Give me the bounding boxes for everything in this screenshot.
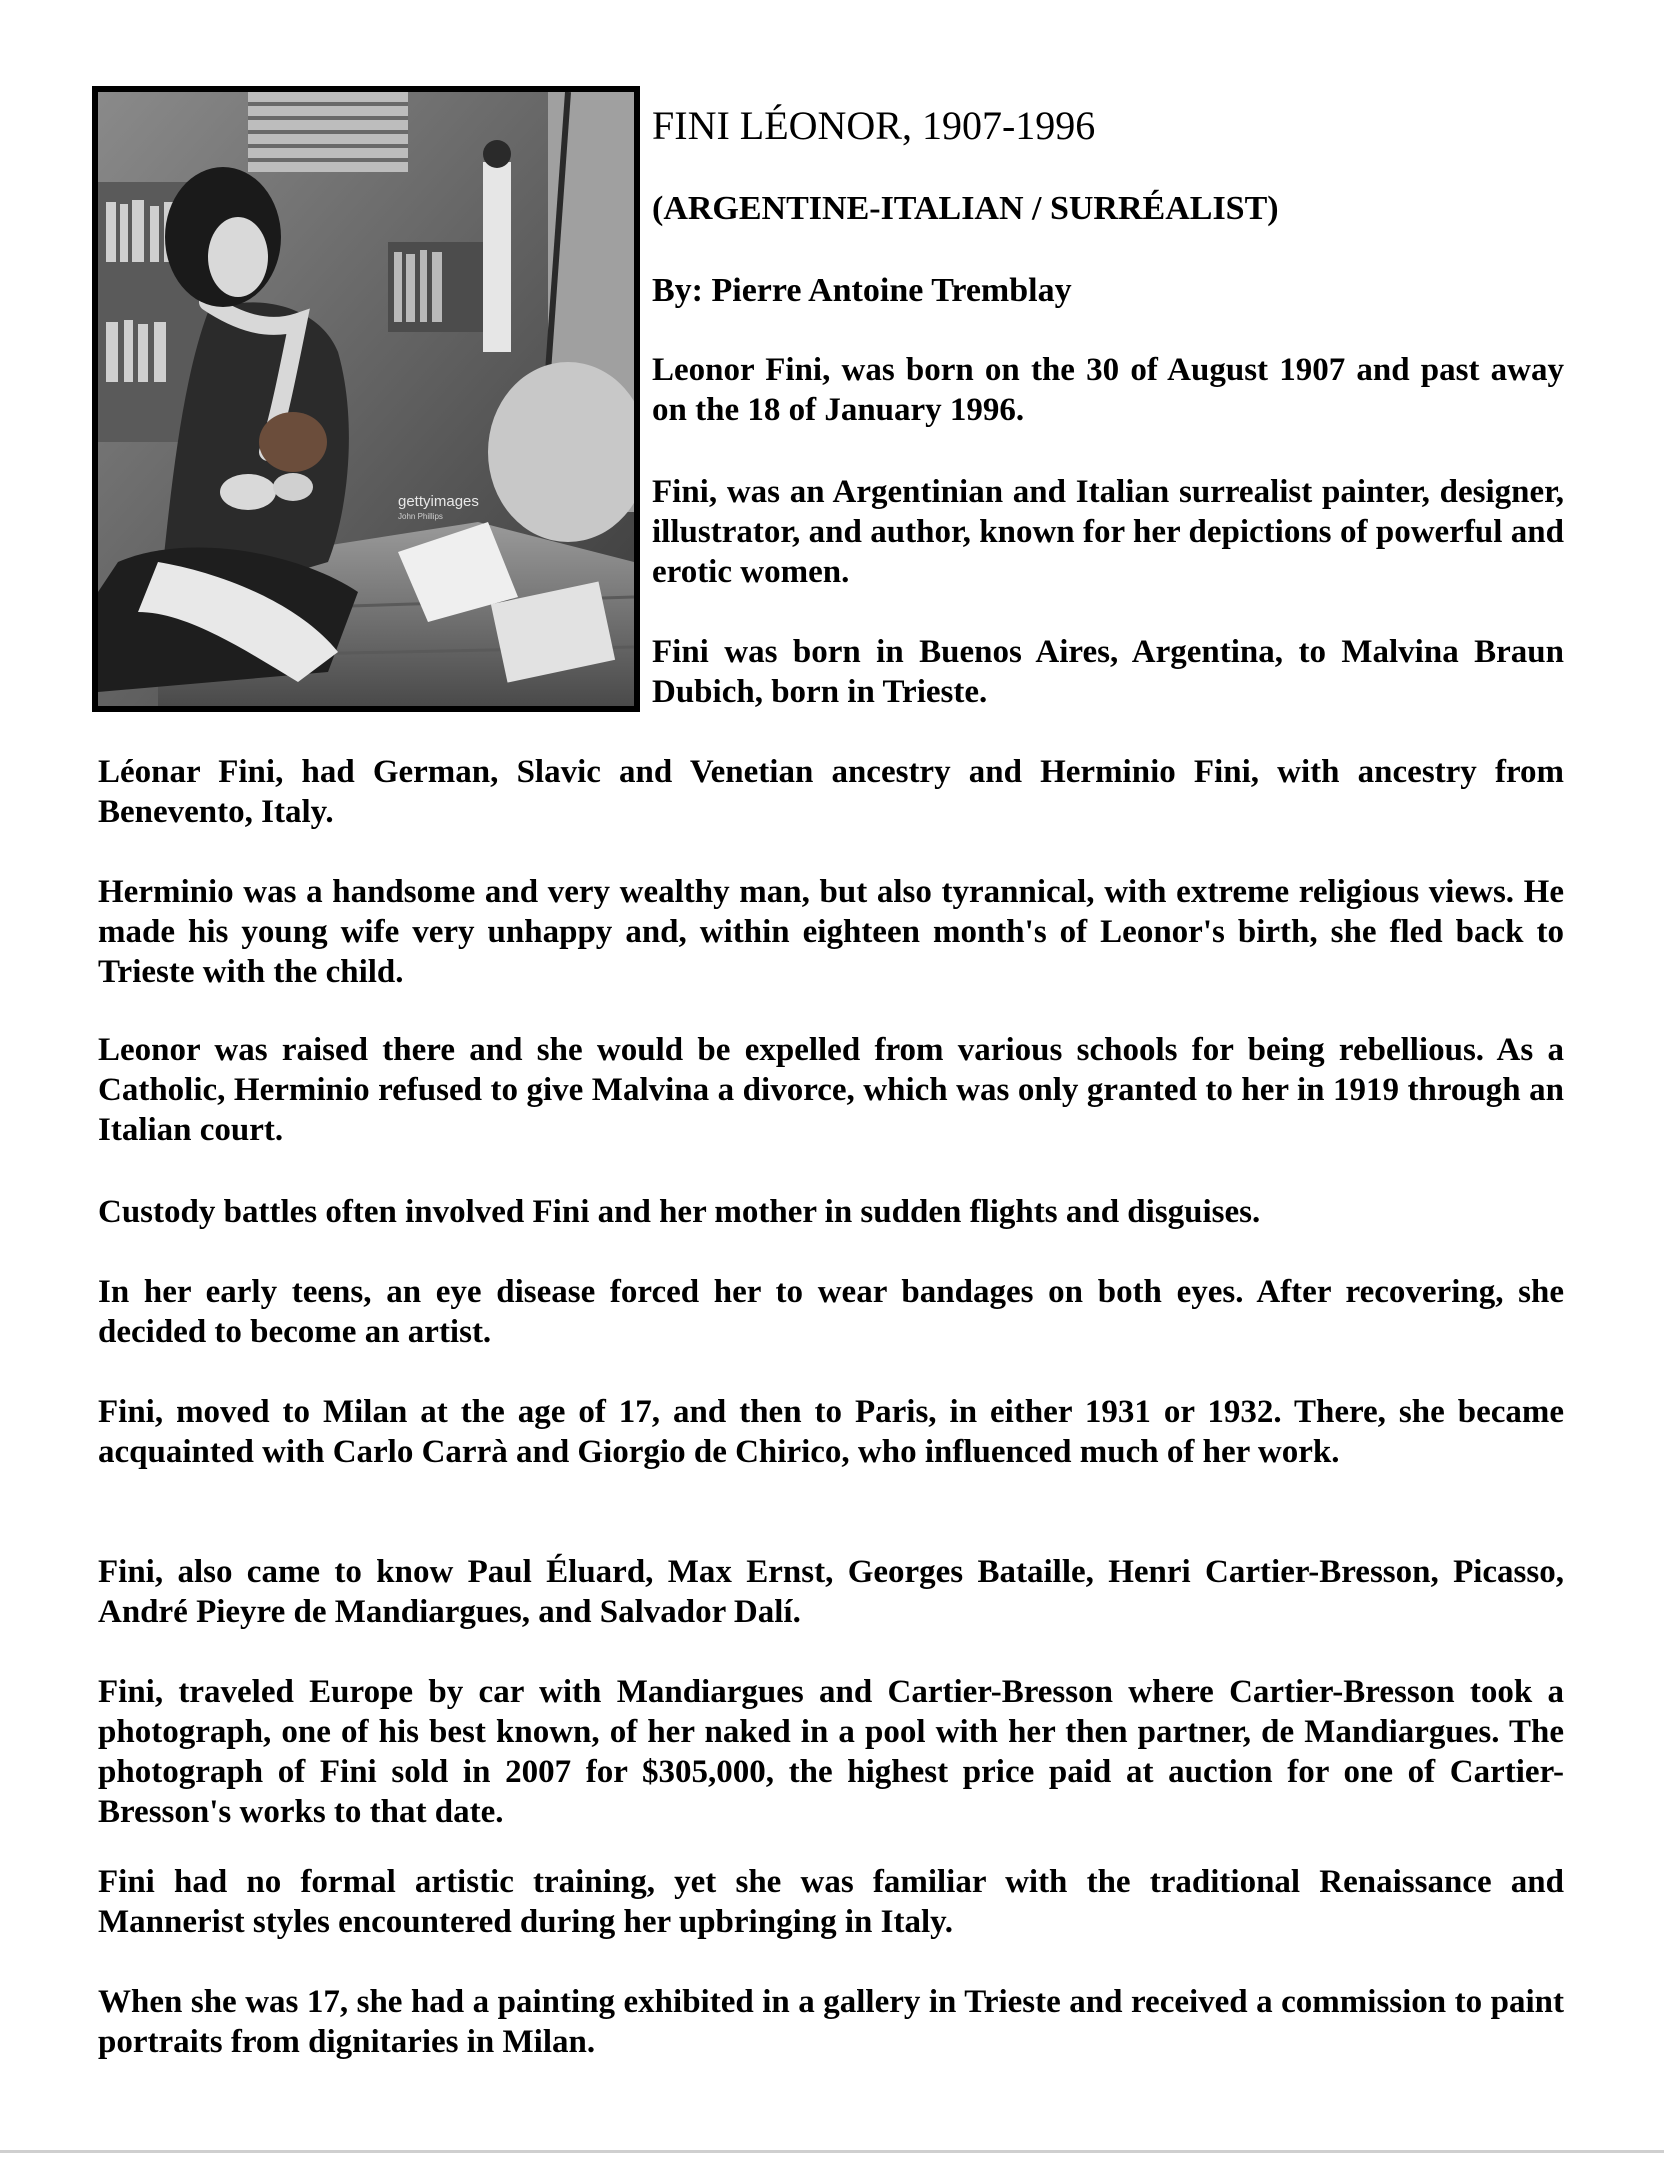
author-line: By: Pierre Antoine Tremblay	[652, 272, 1072, 309]
paragraph-birthplace: Fini was born in Buenos Aires, Argentina, to Malvina Braun Dubich, born in Trieste.	[652, 634, 1564, 710]
paragraph-travels: Fini, traveled Europe by car with Mandiargues and Cartier-Bresson where Cartier-Bresson took a photograph, one of his best known, of her naked in a pool with her then partner, de Mandiargues. The photograph of Fini sold in 2007 for $305,000, the highest price paid at auction for one of Cartier-Bresson's works to that date.	[98, 1674, 1564, 1830]
portrait-illustration	[98, 92, 634, 706]
paragraph-training: Fini had no formal artistic training, yet she was familiar with the traditional Renaissance and Mannerist styles encountered during her upbringing in Italy.	[98, 1864, 1564, 1940]
paragraph-profession: Fini, was an Argentinian and Italian surrealist painter, designer, illustrator, and author, known for her depictions of powerful and erotic women.	[652, 474, 1564, 590]
photo-watermark: gettyimages	[398, 493, 479, 510]
photo-credit: John Phillips	[398, 512, 443, 521]
paragraph-milan-paris: Fini, moved to Milan at the age of 17, and then to Paris, in either 1931 or 1932. There, she became acquainted with Carlo Carrà and Giorgio de Chirico, who influenced much of her work.	[98, 1394, 1564, 1470]
page-bottom-rule	[0, 2150, 1664, 2153]
page-subtitle: (ARGENTINE-ITALIAN / SURRÉALIST)	[652, 190, 1279, 227]
page-title: FINI LÉONOR, 1907-1996	[652, 103, 1096, 148]
paragraph-eye-disease: In her early teens, an eye disease forced her to wear bandages on both eyes. After recovering, she decided to become an artist.	[98, 1274, 1564, 1350]
paragraph-herminio: Herminio was a handsome and very wealthy man, but also tyrannical, with extreme religious views. He made his young wife very unhappy and, within eighteen month's of Leonor's birth, she fled back to Trieste with the child.	[98, 874, 1564, 990]
paragraph-upbringing: Leonor was raised there and she would be expelled from various schools for being rebellious. As a Catholic, Herminio refused to give Malvina a divorce, which was only granted to her in 1919 through an Italian court.	[98, 1032, 1564, 1148]
paragraph-ancestry: Léonar Fini, had German, Slavic and Venetian ancestry and Herminio Fini, with ancestry from Benevento, Italy.	[98, 754, 1564, 830]
paragraph-birth-death: Leonor Fini, was born on the 30 of August 1907 and past away on the 18 of January 1996.	[652, 352, 1564, 428]
paragraph-exhibition: When she was 17, she had a painting exhibited in a gallery in Trieste and received a commission to paint portraits from dignitaries in Milan.	[98, 1984, 1564, 2060]
paragraph-acquaintances: Fini, also came to know Paul Éluard, Max Ernst, Georges Bataille, Henri Cartier-Bresson, Picasso, André Pieyre de Mandiargues, and Salvador Dalí.	[98, 1554, 1564, 1630]
portrait-photo	[92, 86, 640, 712]
paragraph-custody: Custody battles often involved Fini and her mother in sudden flights and disguises.	[98, 1194, 1261, 1230]
